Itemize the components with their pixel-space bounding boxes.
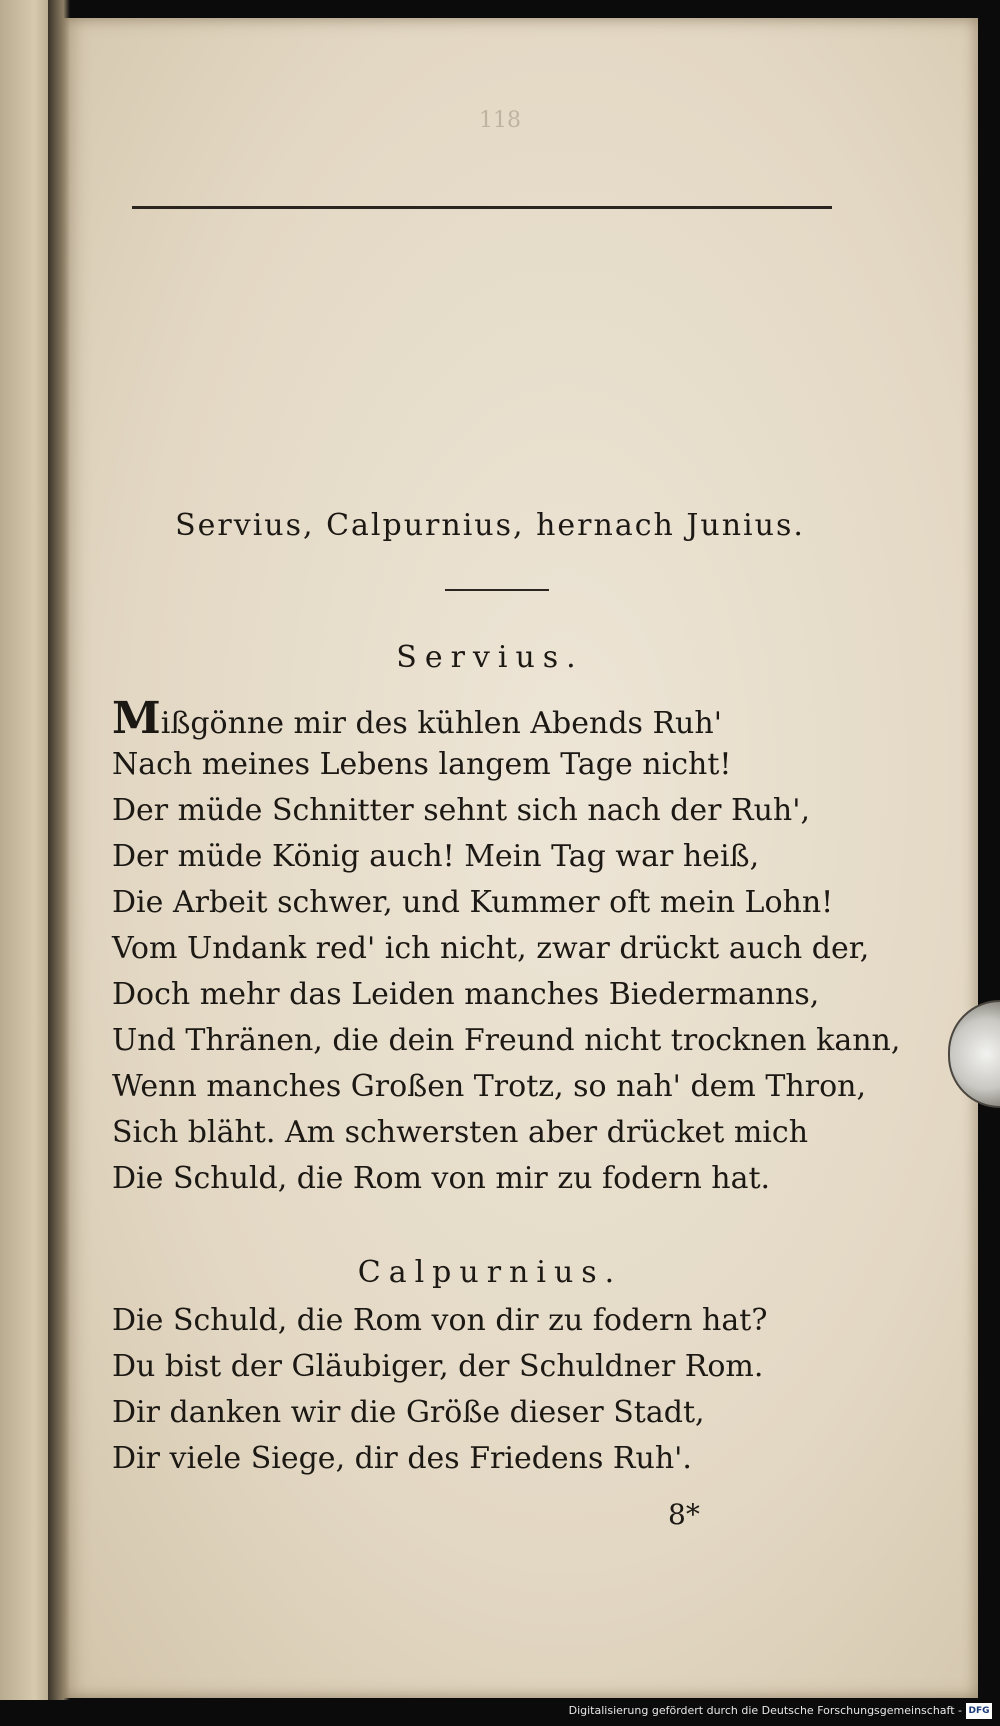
verse-line: Du bist der Gläubiger, der Schuldner Rom. xyxy=(112,1349,764,1384)
header-rule xyxy=(132,206,832,209)
dfg-logo: DFG xyxy=(966,1703,992,1719)
speaker-calpurnius: Calpurnius. xyxy=(357,1255,623,1290)
verse-line: Die Arbeit schwer, und Kummer oft mein Lohn! xyxy=(112,885,834,920)
servius-speech xyxy=(112,693,901,1202)
verse-line: Wenn manches Großen Trotz, so nah' dem Thron, xyxy=(112,1069,866,1104)
book-gutter xyxy=(48,0,70,1726)
heading-divider xyxy=(445,589,549,591)
speaker-servius: Servius. xyxy=(396,640,584,675)
drop-cap: M xyxy=(112,693,161,744)
verse-line: Doch mehr das Leiden manches Biedermanns, xyxy=(112,977,820,1012)
verse-line: Die Schuld, die Rom von dir zu fodern hat? xyxy=(112,1303,768,1338)
verse-line: Die Schuld, die Rom von mir zu fodern hat. xyxy=(112,1161,771,1196)
verse-line: Sich bläht. Am schwersten aber drücket mich xyxy=(112,1115,809,1150)
verse-line: Und Thränen, die dein Freund nicht trocknen kann, xyxy=(112,1023,901,1058)
funding-credit: Digitalisierung gefördert durch die Deutsche Forschungsgemeinschaft - xyxy=(568,1704,962,1717)
scene-heading: Servius, Calpurnius, hernach Junius. xyxy=(175,508,805,543)
verse-line: Nach meines Lebens langem Tage nicht! xyxy=(112,747,732,782)
verse-line: Mißgönne mir des kühlen Abends Ruh' xyxy=(112,693,722,744)
verse-line: Dir danken wir die Größe dieser Stadt, xyxy=(112,1395,705,1430)
verse-line: Der müde Schnitter sehnt sich nach der Ruh', xyxy=(112,793,811,828)
signature-mark: 8* xyxy=(668,1498,700,1531)
page-number: 118 xyxy=(479,108,521,133)
verse-line: Dir viele Siege, dir des Friedens Ruh'. xyxy=(112,1441,692,1476)
verse-line: Vom Undank red' ich nicht, zwar drückt auch der, xyxy=(112,931,870,966)
calpurnius-speech xyxy=(112,1298,767,1482)
verse-line: Der müde König auch! Mein Tag war heiß, xyxy=(112,839,760,874)
